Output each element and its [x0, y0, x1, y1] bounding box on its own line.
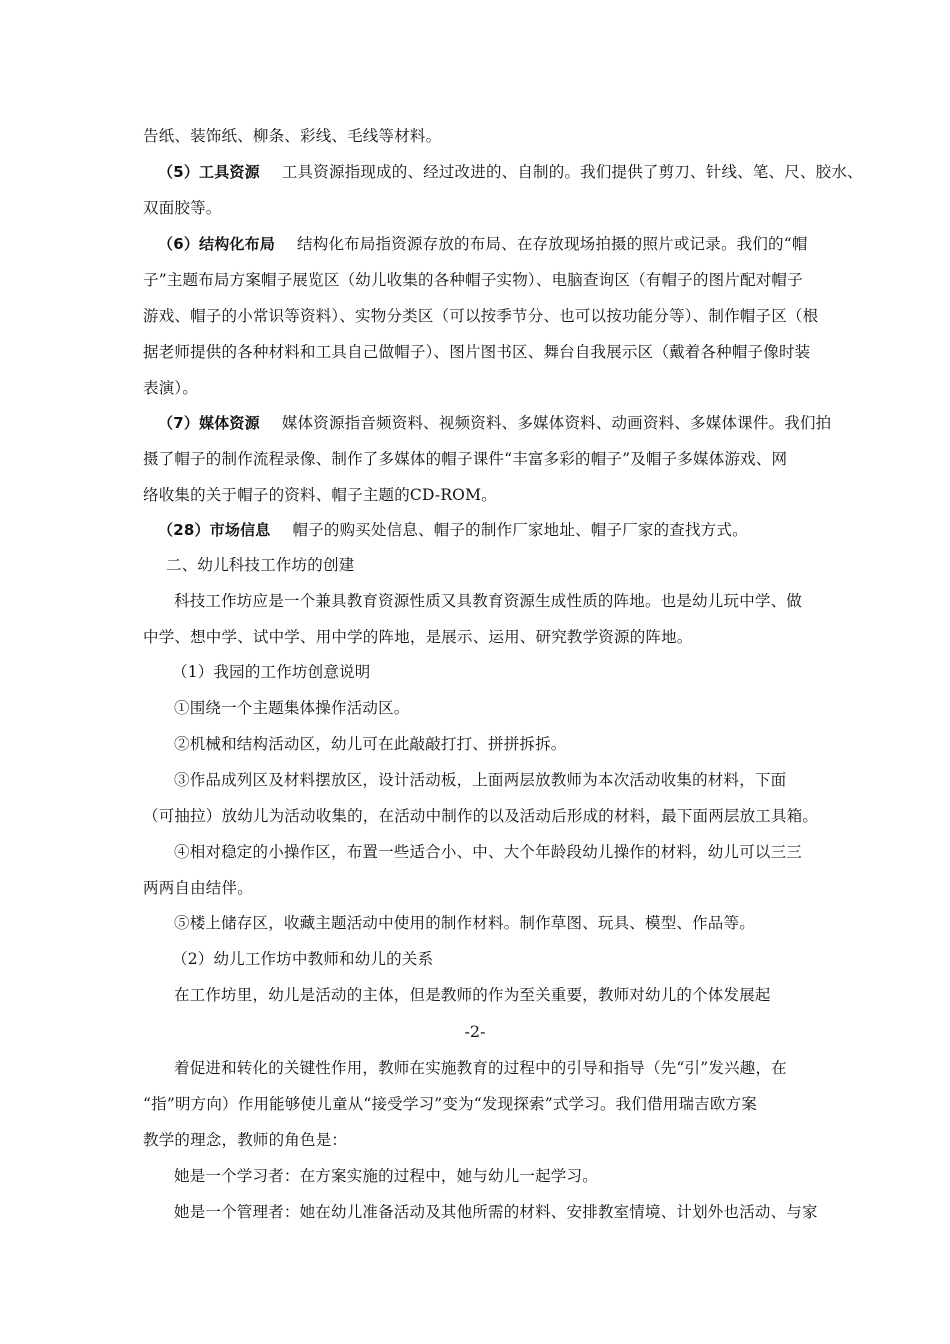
- list-item: ③作品成列区及材料摆放区，设计活动板，上面两层放教师为本次活动收集的材料，下面: [174, 771, 787, 789]
- text-line: 据老师提供的各种材料和工具自己做帽子）、图片图书区、舞台自我展示区（戴着各种帽子像时装: [143, 343, 811, 361]
- page-number: -2-: [464, 1022, 486, 1041]
- text-line: 摄了帽子的制作流程录像、制作了多媒体的帽子课件“丰富多彩的帽子”及帽子多媒体游戏、网: [143, 450, 788, 468]
- paragraph-structured-layout: [158, 234, 808, 254]
- text-line: “指”明方向）作用能够使儿童从“接受学习”变为“发现探索”式学习。我们借用瑞吉欧方案: [143, 1095, 757, 1113]
- heading-structured-layout: （6）结构化布局: [158, 235, 276, 253]
- text-line: 络收集的关于帽子的资料、帽子主题的CD-ROM。: [143, 486, 497, 504]
- text-line: 着促进和转化的关键性作用，教师在实施教育的过程中的引导和指导（先“引”发兴趣，在: [174, 1059, 787, 1077]
- text-line: 双面胶等。: [143, 199, 222, 217]
- paragraph-market-info: [158, 520, 748, 540]
- heading-media-resources: （7）媒体资源: [158, 414, 260, 432]
- heading-market-info: （28）市场信息: [158, 521, 271, 539]
- text-line: 告纸、装饰纸、柳条、彩线、毛线等材料。: [143, 127, 442, 145]
- list-item: ①围绕一个主题集体操作活动区。: [174, 699, 410, 717]
- text-line: 表演）。: [143, 379, 199, 397]
- text-line: 中学、想中学、试中学、用中学的阵地，是展示、运用、研究教学资源的阵地。: [143, 628, 693, 646]
- text-line: 科技工作坊应是一个兼具教育资源性质又具教育资源生成性质的阵地。也是幼儿玩中学、做: [174, 592, 803, 610]
- text-line: 游戏、帽子的小常识等资料）、实物分类区（可以按季节分、也可以按功能分等）、制作帽子区（根: [143, 307, 819, 325]
- text-line: 帽子的购买处信息、帽子的制作厂家地址、帽子厂家的查找方式。: [292, 521, 748, 539]
- text-line: （可抽拉）放幼儿为活动收集的，在活动中制作的以及活动后形成的材料，最下面两层放工具箱。: [143, 807, 819, 825]
- text-line: 结构化布局指资源存放的布局、在存放现场拍摄的照片或记录。我们的“帽: [297, 235, 808, 253]
- subsection-heading: （2）幼儿工作坊中教师和幼儿的关系: [172, 950, 434, 968]
- text-line: 媒体资源指音频资料、视频资料、多媒体资料、动画资料、多媒体课件。我们拍: [281, 414, 832, 432]
- list-item: ⑤楼上储存区，收藏主题活动中使用的制作材料。制作草图、玩具、模型、作品等。: [174, 914, 755, 932]
- text-line: 她是一个学习者：在方案实施的过程中，她与幼儿一起学习。: [174, 1167, 598, 1185]
- text-line: 教学的理念，教师的角色是：: [143, 1131, 348, 1149]
- subsection-heading: （1）我园的工作坊创意说明: [172, 663, 371, 681]
- list-item: ④相对稳定的小操作区，布置一些适合小、中、大个年龄段幼儿操作的材料，幼儿可以三三: [174, 843, 803, 861]
- text-line: 子”主题布局方案帽子展览区（幼儿收集的各种帽子实物）、电脑查询区（有帽子的图片配对帽子: [143, 271, 803, 289]
- text-line: 在工作坊里，幼儿是活动的主体，但是教师的作为至关重要，教师对幼儿的个体发展起: [174, 986, 771, 1004]
- heading-tool-resources: （5）工具资源: [158, 163, 260, 181]
- list-item: ②机械和结构活动区，幼儿可在此敲敲打打、拼拼拆拆。: [174, 735, 567, 753]
- text-line: 她是一个管理者：她在幼儿准备活动及其他所需的材料、安排教室情境、计划外也活动、与家: [174, 1203, 818, 1221]
- paragraph-media-resources: [158, 413, 831, 433]
- paragraph-tool-resources: [158, 162, 863, 182]
- text-line: 两两自由结伴。: [143, 879, 253, 897]
- text-line: 工具资源指现成的、经过改进的、自制的。我们提供了剪刀、针线、笔、尺、胶水、: [281, 163, 863, 181]
- section-heading: 二、幼儿科技工作坊的创建: [166, 556, 355, 574]
